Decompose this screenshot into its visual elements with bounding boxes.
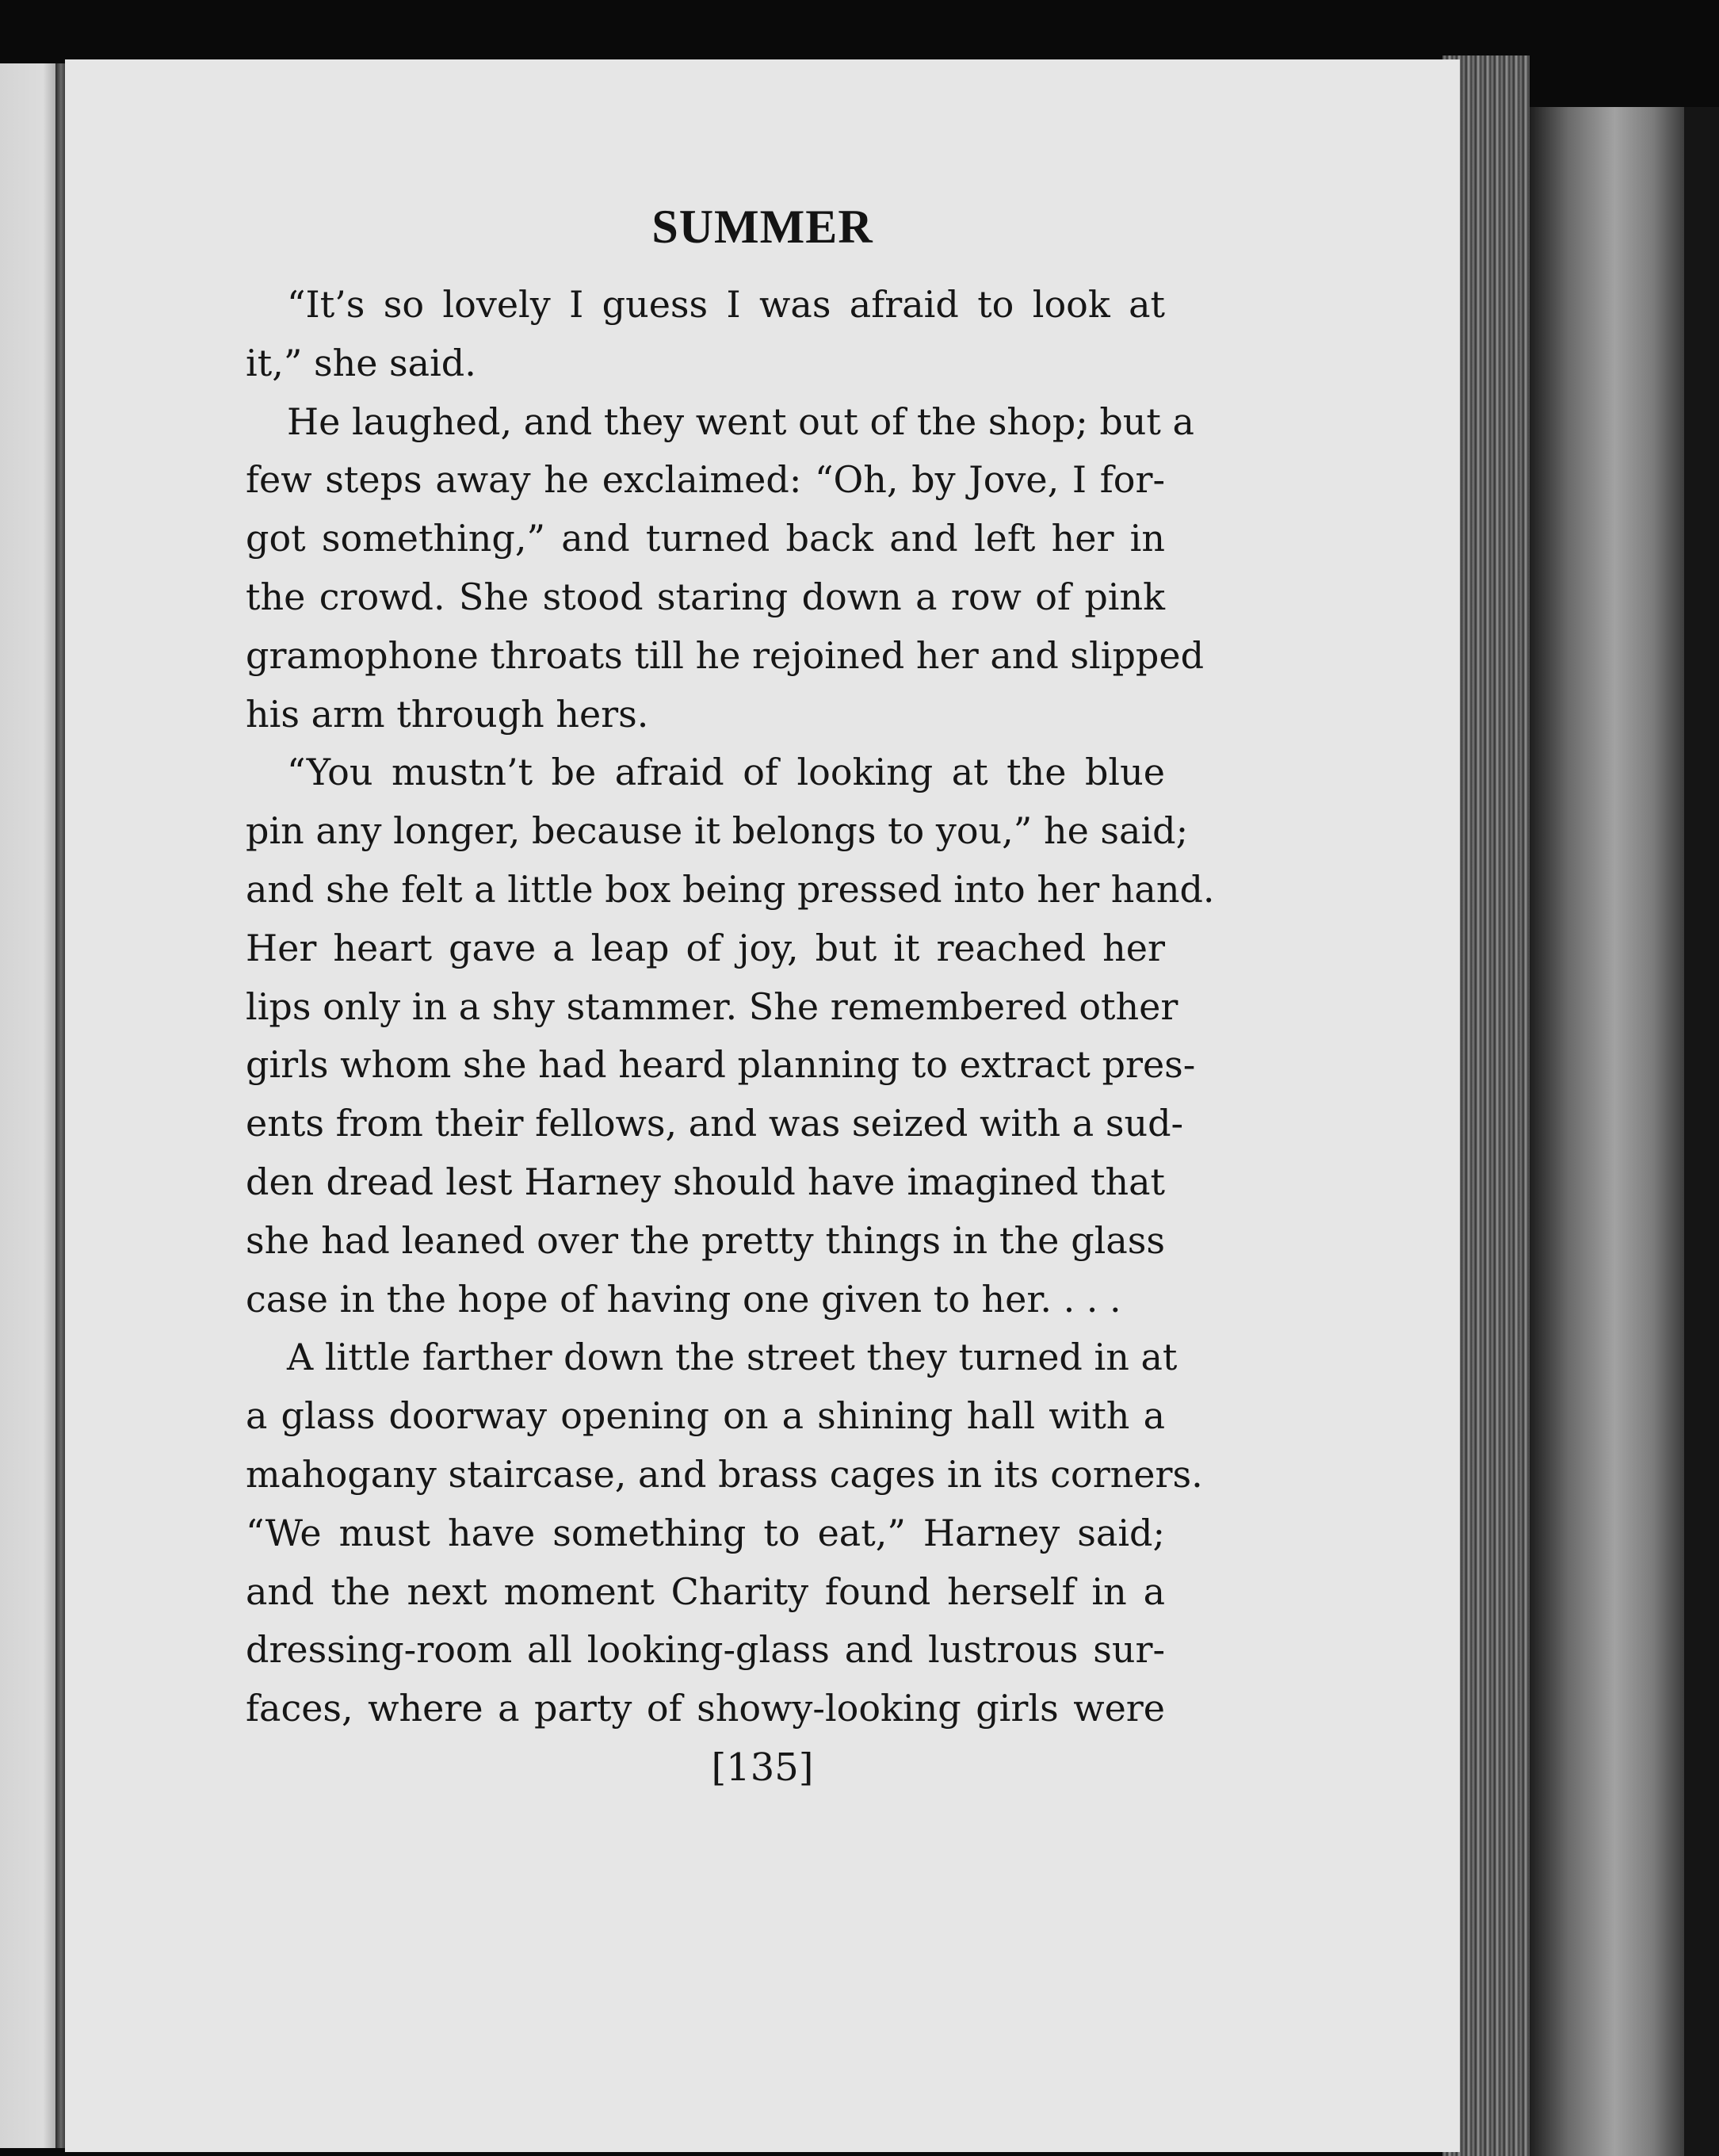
text-line: “You mustn’t be afraid of looking at the blue xyxy=(287,751,1165,794)
text-line: girls whom she had heard planning to extract pres- xyxy=(246,1043,1196,1087)
text-line: and she felt a little box being pressed into her hand. xyxy=(246,867,1215,911)
text-line: the crowd. She stood staring down a row of pink xyxy=(246,575,1165,618)
text-line: it,” she said. xyxy=(246,341,476,384)
text-line: case in the hope of having one given to her. . . . xyxy=(246,1277,1121,1321)
text-line: ents from their fellows, and was seized with a sud- xyxy=(246,1102,1184,1145)
running-head: SUMMER xyxy=(651,201,873,253)
text-line: got something,” and turned back and left her in xyxy=(246,517,1165,560)
paragraph-3 xyxy=(246,744,1215,1328)
text-line: few steps away he exclaimed: “Oh, by Jove, I for- xyxy=(246,458,1165,502)
text-line: A little farther down the street they turned in at xyxy=(287,1336,1178,1379)
text-line: mahogany staircase, and brass cages in its corners. xyxy=(246,1452,1203,1496)
paragraph-4 xyxy=(246,1328,1203,1738)
text-line: faces, where a party of showy-looking girls were xyxy=(246,1687,1165,1730)
text-line: and the next moment Charity found herself in a xyxy=(246,1569,1165,1613)
text-line: dressing-room all looking-glass and lustrous sur- xyxy=(246,1628,1165,1672)
background-shadow xyxy=(1684,107,1719,2156)
text-line: den dread lest Harney should have imagined that xyxy=(246,1160,1165,1203)
text-line: she had leaned over the pretty things in the glass xyxy=(246,1218,1165,1262)
text-line: “We must have something to eat,” Harney said; xyxy=(246,1511,1165,1554)
text-line: “It’s so lovely I guess I was afraid to look at xyxy=(287,283,1165,326)
text-line: a glass doorway opening on a shining hall with a xyxy=(246,1394,1165,1438)
text-line: lips only in a shy stammer. She remembered other xyxy=(246,984,1178,1028)
text-line: his arm through hers. xyxy=(246,692,649,736)
text-line: pin any longer, because it belongs to you,” he said; xyxy=(246,809,1189,853)
paragraph-2 xyxy=(246,393,1205,744)
text-line: He laughed, and they went out of the shop; but a xyxy=(287,399,1194,443)
left-page-edge xyxy=(0,63,62,2148)
book-cover-edge xyxy=(1530,107,1684,2156)
text-line: Her heart gave a leap of joy, but it reached her xyxy=(246,926,1165,969)
text-line: gramophone throats till he rejoined her and slipped xyxy=(246,633,1205,677)
page-number: [135] xyxy=(711,1745,814,1790)
body-text xyxy=(246,276,1215,1738)
paragraph-1 xyxy=(246,276,1165,393)
